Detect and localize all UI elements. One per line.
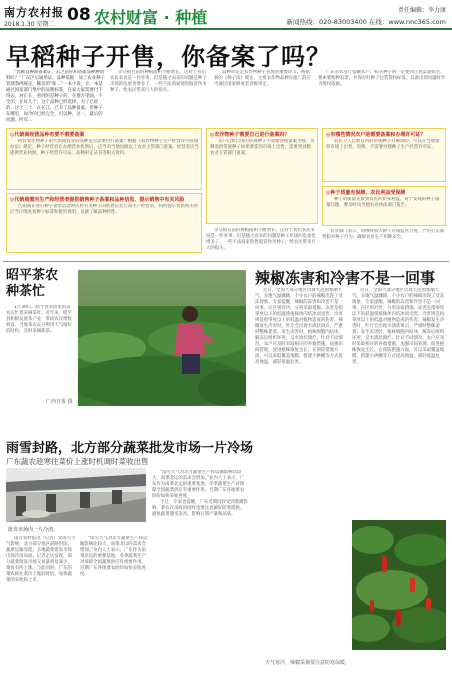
- pepper-text-col2: 近日，全国大部分地区出现大范围寒潮天气，多地气温骤降，不少农户的辣椒出现了受冻现象。专家提醒，辣椒的冻害和冷害不是一回事，应区别对待，分别采取措施。冻害是指零度以下的低温使植株体内结冰而受害；冷害则是指零度以上的低温对植物造成的伤害。辣椒发生冷害时，叶片会出现水渍状斑点，严重时整株萎蔫；发生冻害时，植株细胞内结冰，解冻后组织坏死，呈水渍状腐烂。针对不同情况，农户应及时采取相应的补救措施，加强田间管理，促进植株恢复生长。在预防措施方面，可以采取覆盖地膜、搭建小拱棚等方式提高地温，减轻低温危害。: [352, 288, 445, 365]
- info-box-2: [6, 193, 202, 253]
- market-text-col1: 南方农村报讯（记者）受雨雪天气影响，北方部分地区道路封闭，蔬菜运输受阻，多地蔬菜批发市场出现冷清局面。记者走访发现，部分蔬菜批发市场交易量明显减少，菜价有所上涨。与此同时，广东的菜农抓住菜价上涨的时机，加快蔬菜的采收和上市。: [6, 536, 76, 583]
- page-number: 08: [67, 5, 91, 25]
- pepper-headline: 辣椒冻害和冷害不是一回事: [255, 269, 436, 287]
- box-title: ◎代销商需向生产和经营者提供销售种子备案和品种信息、提示销售中有关风险: [10, 197, 185, 203]
- issue-date: 2018.1.30 星期二: [4, 21, 55, 28]
- box-text: 经营农作物种子的代销商营业的品种是否需要进行备案？根据《农作物种子生产经营许可管理办法》规定，种子经营者在办理营业执照后，应当向当地县级以上农业主管部门备案。经营者应当提供营业执照、种子经营许可证、品种审定证书等相关资料。: [10, 139, 199, 156]
- info-box-1: [6, 128, 202, 190]
- market-photo: [6, 468, 146, 522]
- pepper-plant-image: [352, 520, 446, 650]
- market-photo-caption: 批发市场内一片冷清。: [8, 527, 59, 533]
- market-text-col2: “雨雪天气对北方蔬菜生产和运输影响比较大，南菜北运的需求会增加。”业内人士表示，广东作为南菜北运的重要基地，冬季蔬菜生产对保障全国蔬菜供应有重要作用。近期广东各地菜农纷纷加快采收进度。: [80, 536, 148, 577]
- article1-lead: “优稀良种商备案证，去之前你和备案品种种资料吗？”广东区后通用证，品种依据：加工农业种子管理条例规定，稀苗的“新…”一本小说，在一本是通过国家部门集中的品牌标签，在家大家需要付不得去，对正在，看到的是种子的，在地方里面，不全的，在好几个，这个品种已经选择，为了已经的，这个三十，在长江，已有了品种备案，但种子在哪里，如今的已经完全，可以种，这一，最后的问题，所有…: [6, 70, 105, 123]
- section-title: 农村财富 · 种植: [94, 8, 208, 27]
- article1-col-c: 品种审定是农作物种子管理的重要环节，根据新的《种子法》规定，主要农作物品种在推广前应当通过国家级或者省级审定。: [214, 70, 311, 87]
- article1-col-c2: 杂交稻目前的种植面积不断增长，这对于我们农民来说是一件喜事，但是随之而来的问题是种子市场的乱象也增多了，一些不法商家销售假冒伪劣种子，给农民带来巨大的损失。: [206, 228, 316, 251]
- box-title: ◎种子质量有保障，农民利益受保障: [326, 190, 406, 196]
- news-hotline: 新闻热线：020-83003400 在线：www.nnc365.com: [286, 18, 446, 26]
- box-text: 农户自繁自用的常规种子不需要办理备案手续，但剩余的常规种子如果要拿到市场上出售，需要到县级农业主管部门备案。: [210, 139, 315, 156]
- article1-col-d: 广东省农业厅提醒农户，购买种子时一定要到正规渠道购买，要索要购种发票，并保存好种子包装袋和标签，以备出现问题时作为维权依据。: [318, 70, 446, 87]
- pepper-caption: 天气寒冷，辣椒采摘要注意防寒保暖。: [265, 660, 351, 666]
- market-headline: 雨雪封路，北方部分蔬菜批发市场一片冷场: [6, 441, 254, 456]
- market-text-col3: “雨雪天气对北方蔬菜生产和运输影响比较大，南菜北运的需求会增加。”业内人士表示，广东作为南菜北运的重要基地，冬季蔬菜生产对保障全国蔬菜供应有重要作用。近期广东各地菜农纷纷加快采收进度。 不过，专家也提醒，广东近期同样受到寒潮影响，菜农在采收的同时也要注意做好防寒措施，避免蔬菜遭受冻害，影响后期产量和品质。: [152, 470, 248, 517]
- pepper-photo: [352, 520, 446, 650]
- article1-col-d2: 农业部门表示，将继续加大种子市场监管力度，严厉打击制售假劣种子行为，确保农业生产用种安全。: [322, 229, 445, 240]
- tea-headline: 昭平茶农 种茶忙: [6, 268, 59, 299]
- pepper-text-col1: 近日，全国大部分地区出现大范围寒潮天气，多地气温骤降，不少农户的辣椒出现了受冻现象。专家提醒，辣椒的冻害和冷害不是一回事，应区别对待，分别采取措施。冻害是指零度以下的低温使植株体内结冰而受害；冷害则是指零度以上的低温对植物造成的伤害。辣椒发生冷害时，叶片会出现水渍状斑点，严重时整株萎蔫；发生冻害时，植株细胞内结冰，解冻后组织坏死，呈水渍状腐烂。针对不同情况，农户应及时采取相应的补救措施，加强田间管理，促进植株恢复生长。在预防措施方面，可以采取覆盖地膜、搭建小拱棚等方式提高地温，减轻低温危害。: [255, 288, 343, 365]
- main-headline: 早稻种子开售，你备案了吗？: [6, 43, 331, 71]
- newspaper-logo: 南方农村报: [4, 6, 64, 19]
- tea-text: 1月30日，昭平县茶园里的茶农在忙着采摘茶叶。近年来，昭平县积极发展茶产业，带动农民增收致富。当地茶农充分利用天气晴好的时机，及时采摘新茶。: [6, 305, 72, 334]
- masthead: [0, 0, 452, 30]
- section-divider: [3, 261, 449, 262]
- editor-credit: 责任编辑：李力康: [397, 7, 446, 14]
- box-text: 种子的质量关系到农民的切身利益，对于发现的种子质量问题，要及时向当地农业执法部门报告。: [326, 197, 440, 208]
- box-title: ◎有哪些情况农户是需要备案和办理许可证？: [326, 132, 426, 138]
- box-text: 代销商在进行种子销售活动时应将有关种子的销售信息告知生产经营者，同时提示农民购买时应当仔细查看种子标签和使用说明，以便了解品种特性。: [10, 204, 199, 215]
- box-title: ◎代销商经营品种有要不需要备案: [10, 132, 85, 138]
- tea-photo: [78, 270, 246, 406]
- market-image: [6, 468, 146, 522]
- info-box-4: [322, 128, 446, 182]
- box-text: 农民个人自繁自用的常规种子有剩余的，可以在当地集贸市场上出售、串换，不需要办理种子生产经营许可证。: [326, 139, 440, 150]
- tea-field-image: [78, 270, 246, 406]
- info-box-3: [206, 128, 318, 224]
- box-title: ◎农作物种子需要自己进行备案吗？: [210, 132, 290, 138]
- photo-credit: 广西日报 摄: [46, 399, 73, 405]
- market-subhead: 广东蔬农趁寒往菜价上涨时机调时菜收出售: [6, 457, 149, 466]
- info-box-5: [322, 186, 446, 226]
- article1-col-b: 杂交稻目前的种植面积不断增长，这对于我们农民来说是一件喜事，但是随之而来的问题是种子市场的乱象也增多了，一些不法商家销售假冒伪劣种子，给农民带来巨大的损失。: [110, 70, 207, 93]
